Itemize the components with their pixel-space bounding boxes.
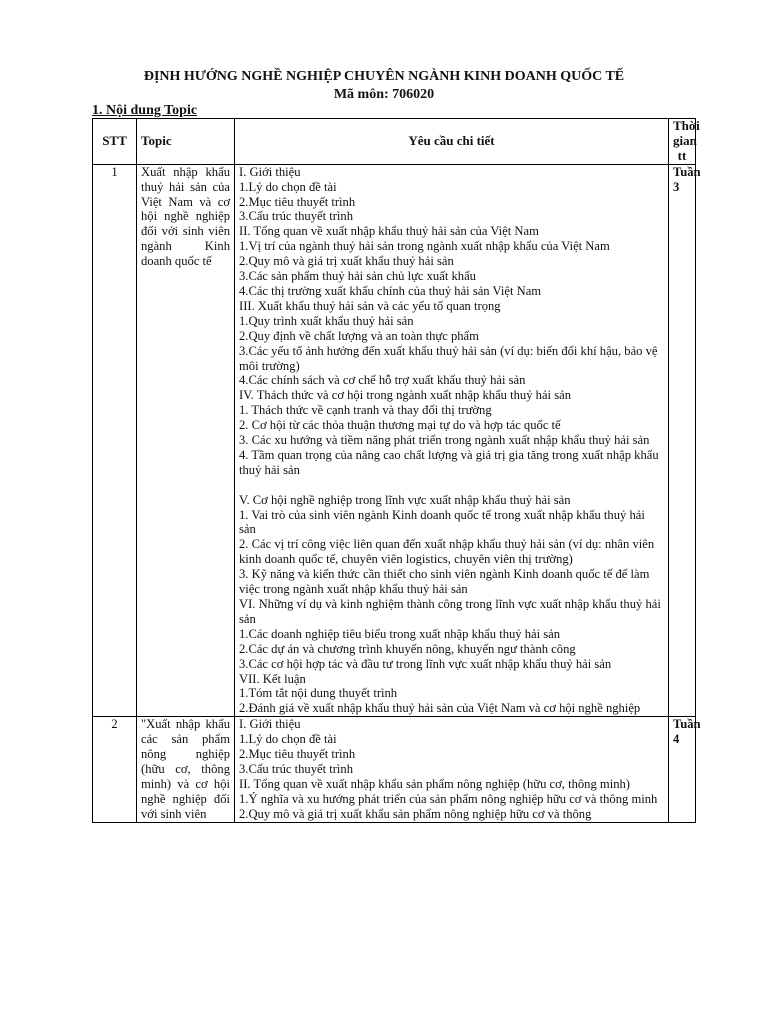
detail-line: VI. Những ví dụ và kinh nghiệm thành công trong lĩnh vực xuất nhập khẩu thuỷ hải sản: [239, 596, 661, 626]
row-1-week: Tuần 3: [669, 164, 696, 717]
detail-line: 3.Các cơ hội hợp tác và đầu tư trong lĩnh vực xuất nhập khẩu thuỷ hải sản: [239, 656, 612, 671]
detail-line: II. Tổng quan về xuất nhập khẩu sản phẩm nông nghiệp (hữu cơ, thông minh): [239, 776, 630, 791]
detail-line: 2.Quy định về chất lượng và an toàn thực phẩm: [239, 328, 479, 343]
detail-line: 1.Các doanh nghiệp tiêu biểu trong xuất nhập khẩu thuỷ hải sản: [239, 626, 561, 641]
section-heading: 1. Nội dung Topic: [92, 103, 198, 118]
row-2-topic: "Xuất nhập khẩu các sản phẩm nông nghiệp (hữu cơ, thông minh) và cơ hội nghề nghiệp đối với sinh viên: [137, 717, 235, 822]
detail-line: I. Giới thiệu: [239, 717, 301, 732]
row-1-topic: Xuất nhập khẩu thuỷ hải sản của Việt Nam và cơ hội nghề nghiệp đối với sinh viên ngành Kinh doanh quốc tế: [137, 164, 235, 717]
row-1-details: [235, 164, 669, 717]
row-2-week: Tuần 4: [669, 717, 696, 822]
detail-line: 1.Lý do chọn đề tài: [239, 732, 337, 747]
detail-line: 2. Các vị trí công việc liên quan đến xuất nhập khẩu thuỷ hải sản (ví dụ: nhân viên kinh doanh quốc tế, chuyên viên logistics, chuyên viên thị trường): [239, 537, 655, 567]
detail-line: 1.Vị trí của ngành thuỷ hải sản trong ngành xuất nhập khẩu của Việt Nam: [239, 239, 610, 254]
detail-line: 1.Lý do chọn đề tài: [239, 179, 337, 194]
detail-line: 3.Cấu trúc thuyết trình: [239, 761, 354, 776]
detail-line: 4. Tầm quan trọng của nâng cao chất lượng và giá trị gia tăng trong xuất nhập khẩu thuỷ hải sản: [239, 447, 659, 477]
detail-line: 2.Đánh giá về xuất nhập khẩu thuỷ hải sản của Việt Nam và cơ hội nghề nghiệp: [239, 701, 641, 716]
row-1-stt: 1: [93, 164, 137, 717]
detail-line: 3.Các sản phẩm thuỷ hải sản chủ lực xuất khẩu: [239, 269, 476, 284]
detail-line: 2.Các dự án và chương trình khuyến nông, khuyến ngư thành công: [239, 641, 576, 656]
detail-line: V. Cơ hội nghề nghiệp trong lĩnh vực xuất nhập khẩu thuỷ hải sản: [239, 492, 571, 507]
detail-line: 4.Các chính sách và cơ chế hỗ trợ xuất khẩu thuỷ hải sản: [239, 373, 526, 388]
document-title: ĐỊNH HƯỚNG NGHỀ NGHIỆP CHUYÊN NGÀNH KINH DOANH QUỐC TẾ: [143, 69, 625, 84]
detail-line: 2.Quy mô và giá trị xuất khẩu sản phẩm nông nghiệp hữu cơ và thông: [239, 806, 592, 821]
detail-line: 2.Mục tiêu thuyết trình: [239, 747, 356, 762]
detail-list: [239, 717, 664, 821]
detail-line: 2. Cơ hội từ các thỏa thuận thương mại tự do và hợp tác quốc tế: [239, 418, 561, 433]
detail-line: 3. Kỹ năng và kiến thức cần thiết cho sinh viên ngành Kinh doanh quốc tế để làm việc trong ngành xuất nhập khẩu thuỷ hải sản: [239, 567, 650, 597]
detail-line: 1. Vai trò của sinh viên ngành Kinh doanh quốc tế trong xuất nhập khẩu thuỷ hải sản: [239, 507, 645, 537]
table-header-row: [93, 119, 696, 165]
table-row: [93, 164, 696, 717]
header-stt: STT: [93, 119, 137, 165]
detail-line: VII. Kết luận: [239, 671, 306, 686]
detail-line: 1.Quy trình xuất khẩu thuỷ hải sản: [239, 313, 414, 328]
header-topic: Topic: [137, 119, 235, 165]
header-detail: Yêu cầu chi tiết: [235, 119, 669, 165]
detail-line: III. Xuất khẩu thuỷ hải sản và các yếu tố quan trọng: [239, 298, 501, 313]
topic-table: [92, 118, 701, 823]
detail-line: IV. Thách thức và cơ hội trong ngành xuất nhập khẩu thuỷ hải sản: [239, 388, 571, 403]
header-time: Thời gian tt: [669, 119, 696, 165]
detail-list: [239, 165, 664, 717]
detail-line: 4.Các thị trường xuất khẩu chính của thuỷ hải sản Việt Nam: [239, 283, 542, 298]
table-row: [93, 717, 696, 822]
detail-line: 3.Các yếu tố ảnh hưởng đến xuất khẩu thuỷ hải sản (ví dụ: biến đổi khí hậu, bảo vệ môi trường): [239, 343, 658, 373]
detail-line: 1. Thách thức về cạnh tranh và thay đổi thị trường: [239, 403, 492, 418]
detail-line: 3.Cấu trúc thuyết trình: [239, 209, 354, 224]
detail-line: 2.Quy mô và giá trị xuất khẩu thuỷ hải sản: [239, 254, 454, 269]
course-code: Mã môn: 706020: [333, 87, 435, 102]
detail-line: I. Giới thiệu: [239, 164, 301, 179]
detail-line: 2.Mục tiêu thuyết trình: [239, 194, 356, 209]
detail-spacer: [239, 478, 664, 493]
detail-line: 1.Ý nghĩa và xu hướng phát triển của sản phẩm nông nghiệp hữu cơ và thông minh: [239, 791, 658, 806]
row-2-details: [235, 717, 669, 822]
detail-line: II. Tổng quan về xuất nhập khẩu thuỷ hải sản của Việt Nam: [239, 224, 539, 239]
detail-line: 3. Các xu hướng và tiềm năng phát triển trong ngành xuất nhập khẩu thuỷ hải sản: [239, 433, 650, 448]
row-2-stt: 2: [93, 717, 137, 822]
detail-line: 1.Tóm tắt nội dung thuyết trình: [239, 686, 398, 701]
